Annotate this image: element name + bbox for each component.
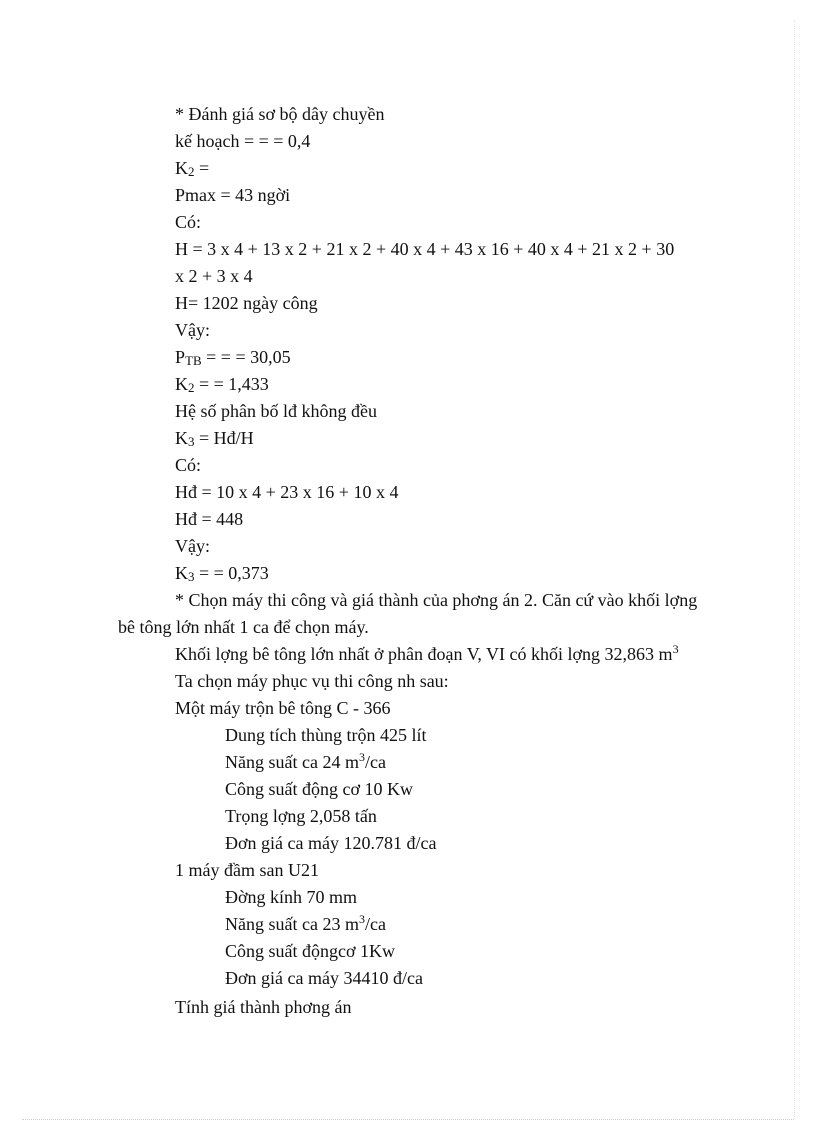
formula-k3-result (175, 562, 269, 586)
spec-line: Công suất độngcơ 1Kw (225, 941, 396, 961)
spec-line: Dung tích thùng trộn 425 lít (225, 725, 427, 745)
subscript: 2 (188, 164, 195, 179)
formula-k2 (175, 157, 209, 181)
symbol: K (175, 428, 188, 448)
text-line: Ta chọn máy phục vụ thi công nh sau: (175, 671, 449, 691)
spec-line: Đơn giá ca máy 34410 đ/ca (225, 968, 423, 988)
spec-line (225, 751, 386, 775)
superscript: 3 (672, 642, 679, 656)
symbol: K (175, 563, 188, 583)
superscript: 3 (358, 912, 365, 926)
subscript: 2 (188, 380, 195, 395)
formula-rest: = = 1,433 (194, 374, 269, 394)
spec-line (225, 913, 386, 937)
formula-h: H = 3 x 4 + 13 x 2 + 21 x 2 + 40 x 4 + 43 x 16 + 40 x 4 + 21 x 2 + 30 (175, 239, 675, 259)
formula-rest: = Hđ/H (194, 428, 254, 448)
formula-rest: = = 0,373 (194, 563, 269, 583)
spec-line: Trọng lợng 2,058 tấn (225, 806, 377, 826)
machine-heading-mixer: Một máy trộn bê tông C - 366 (175, 698, 391, 718)
text-line: Có: (175, 455, 202, 475)
spec-line: Đơn giá ca máy 120.781 đ/ca (225, 833, 437, 853)
text-line: Tính giá thành phơng án (175, 997, 352, 1017)
subscript: 3 (188, 569, 195, 584)
spec-line: Đờng kính 70 mm (225, 887, 358, 907)
spec-line: Công suất động cơ 10 Kw (225, 779, 414, 799)
formula-k2-result (175, 373, 269, 397)
text-line: Pmax = 43 ngời (175, 185, 291, 205)
superscript: 3 (358, 750, 365, 764)
text-line: bê tông lớn nhất 1 ca để chọn máy. (118, 617, 369, 637)
text-content: /ca (364, 914, 386, 934)
machine-heading-compactor: 1 máy đầm san U21 (175, 860, 319, 880)
text-content: Năng suất ca 23 m (225, 914, 359, 934)
formula-rest: = = = 30,05 (201, 347, 291, 367)
subscript: TB (185, 353, 202, 368)
text-line: kế hoạch = = = 0,4 (175, 131, 311, 151)
formula-rest: = (194, 158, 210, 178)
formula-ptb (175, 346, 291, 370)
formula-k3 (175, 427, 254, 451)
text-content: Khối lợng bê tông lớn nhất ở phân đoạn V, VI có khối lợng 32,863 m (175, 644, 673, 664)
text-line: Hđ = 448 (175, 509, 244, 529)
subscript: 3 (188, 434, 195, 449)
page-border-bottom (22, 1119, 794, 1120)
symbol: K (175, 374, 188, 394)
text-content: /ca (364, 752, 386, 772)
section-heading-machines: * Chọn máy thi công và giá thành của phơng án 2. Căn cứ vào khối lợng (175, 590, 698, 610)
text-line: H= 1202 ngày công (175, 293, 318, 313)
section-heading-assessment: * Đánh giá sơ bộ dây chuyền (175, 104, 385, 124)
text-line: Vậy: (175, 536, 210, 556)
text-line: Có: (175, 212, 202, 232)
formula-hd: Hđ = 10 x 4 + 23 x 16 + 10 x 4 (175, 482, 399, 502)
page-border-right (794, 20, 795, 1119)
symbol: P (175, 347, 186, 367)
symbol: K (175, 158, 188, 178)
text-content: Năng suất ca 24 m (225, 752, 359, 772)
text-line: Hệ số phân bố lđ không đều (175, 401, 377, 421)
text-line: Vậy: (175, 320, 210, 340)
text-line (175, 643, 679, 667)
formula-h-continued: x 2 + 3 x 4 (175, 266, 253, 286)
